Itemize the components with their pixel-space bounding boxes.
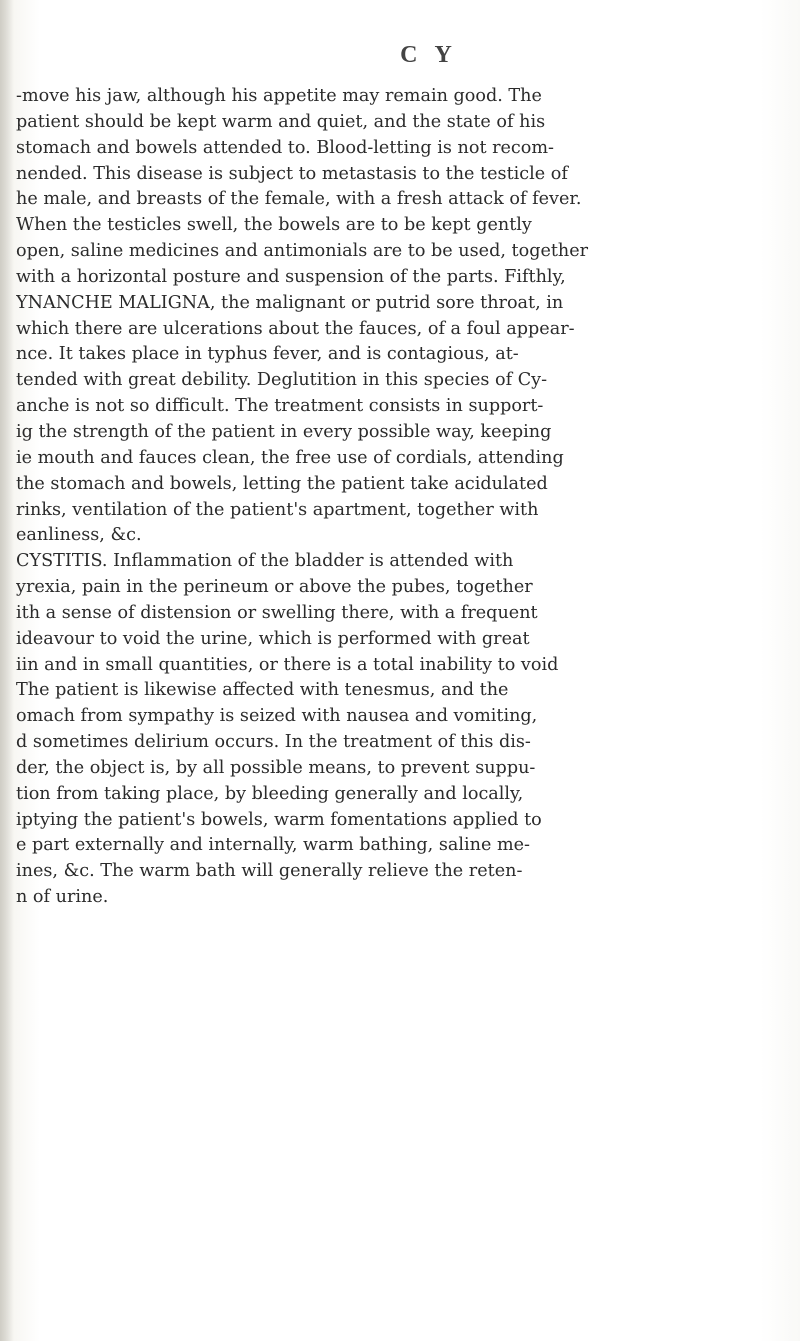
text-line: ith a sense of distension or swelling there, with a frequent (16, 602, 538, 623)
text-line: stomach and bowels attended to. Blood-letting is not recom- (16, 137, 555, 158)
text-line: nended. This disease is subject to metastasis to the testicle of (16, 163, 568, 184)
text-line: The patient is likewise affected with tenesmus, and the (16, 680, 509, 701)
text-line: iptying the patient's bowels, warm fomentations applied to (16, 809, 542, 830)
text-line: When the testicles swell, the bowels are to be kept gently (16, 215, 532, 236)
text-line: ideavour to void the urine, which is performed with great (16, 628, 530, 649)
text-line: with a horizontal posture and suspension of the parts. Fifthly, (16, 266, 566, 287)
body-text (16, 84, 776, 911)
text-line-cynanche-maligna: YNANCHE MALIGNA, the malignant or putrid sore throat, in (16, 292, 564, 313)
text-line: tended with great debility. Deglutition in this species of Cy- (16, 370, 548, 391)
text-line: rinks, ventilation of the patient's apartment, together with (16, 499, 539, 520)
text-line: open, saline medicines and antimonials are to be used, together (16, 241, 589, 262)
text-line: tion from taking place, by bleeding generally and locally, (16, 783, 524, 804)
text-line: omach from sympathy is seized with nausea and vomiting, (16, 706, 538, 727)
text-line: patient should be kept warm and quiet, and the state of his (16, 111, 546, 132)
text-line-cystitis: CYSTITIS. Inflammation of the bladder is attended with (16, 551, 514, 572)
text-line: yrexia, pain in the perineum or above the pubes, together (16, 577, 533, 598)
text-line: ines, &c. The warm bath will generally relieve the reten- (16, 861, 523, 882)
text-line: ig the strength of the patient in every possible way, keeping (16, 421, 552, 442)
text-line: eanliness, &c. (16, 525, 142, 546)
running-head: C Y (400, 42, 458, 68)
text-line: e part externally and internally, warm bathing, saline me- (16, 835, 530, 856)
text-line: d sometimes delirium occurs. In the treatment of this dis- (16, 732, 531, 753)
text-line: which there are ulcerations about the fauces, of a foul appear- (16, 318, 575, 339)
text-line: the stomach and bowels, letting the patient take acidulated (16, 473, 548, 494)
text-line: nce. It takes place in typhus fever, and is contagious, at- (16, 344, 519, 365)
text-line: ie mouth and fauces clean, the free use of cordials, attending (16, 447, 564, 468)
text-line: iin and in small quantities, or there is a total inability to void (16, 654, 559, 675)
gutter-shadow (0, 0, 14, 1341)
text-line: der, the object is, by all possible means, to prevent suppu- (16, 757, 536, 778)
text-line: -move his jaw, although his appetite may remain good. The (16, 86, 542, 106)
text-line: anche is not so difficult. The treatment consists in support- (16, 396, 544, 417)
text-line: he male, and breasts of the female, with a fresh attack of fever. (16, 189, 582, 210)
text-line: n of urine. (16, 887, 109, 908)
